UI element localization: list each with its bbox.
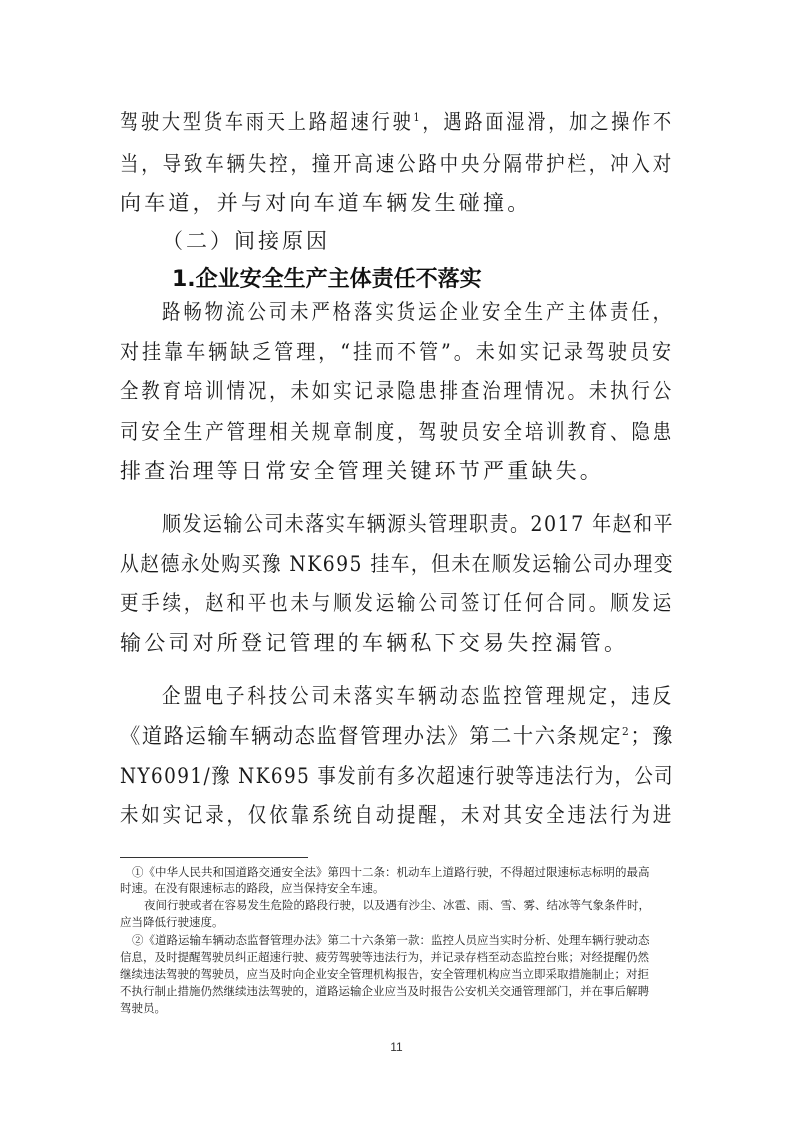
page-number: 11	[390, 1040, 403, 1054]
footnote-line: 信息，及时提醒驾驶员纠正超速行驶、疲劳驾驶等违法行为，并记录存档至动态监控台账；对经提醒仍然	[120, 950, 649, 964]
body-text: 向车道，并与对向车道车辆发生碰撞。	[120, 191, 532, 215]
footnote-line: 继续违法驾驶的驾驶员，应当及时向企业安全管理机构报告，安全管理机构应当立即采取措施制止；对拒	[120, 967, 649, 981]
footnote-line: ②《道路运输车辆动态监督管理办法》第二十六条第一款：监控人员应当实时分析、处理车辆行驶动态	[132, 933, 650, 947]
body-text: ；豫	[630, 724, 675, 748]
body-text: 《道路运输车辆动态监督管理办法》第二十六条规定	[120, 724, 623, 748]
footnote-ref[interactable]: 2	[622, 725, 631, 738]
footnote-line: 驾驶员。	[120, 1001, 166, 1015]
subheading: 1.企业安全生产主体责任不落实	[172, 267, 482, 292]
document-page: 驾驶大型货车雨天上路超速行驶$^1$，遇路面湿滑，加之操作不 当，导致车辆失控，撞开高速公路中央分隔带护栏，冲入对 向车道，并与对向车道车辆发生碰撞。 （二）间接原因 1.企业安全生产主体责任不落实 路畅物流公司未严格落实货运企业安全生产主体责任， 对挂靠车辆缺乏管理，“挂而不管”。未如实记录驾驶员安 全教育培训情况，未如实记录隐患排查治理情况。未执行公 司安全生产管理相关规章制度，驾驶员安全培训教育、隐患 排查治理等日常安全管理关键环节严重缺失。 顺发运输公司未落实车辆源头管理职责。2017 年赵和平 从赵德永处购买豫 NK695 挂车，但未在顺发运输公司办理变 更手续，赵和平也未与顺发运输公司签订任何合同。顺发运 输公司对所登记管理的车辆私下交易失控漏管。 企盟电子科技公司未落实车辆动态监控管理规定，违反 《道路运输车辆动态监督管理办法》第二十六条规定$^2$；豫 NY6091/豫 NK695 事发前有多次超速行驶等违法行为，公司 未如实记录，仅依靠系统自动提醒，未对其安全违法行为进 ①《中华人民共和国道路交通安全法》第四十二条：机动车上道路行驶，不得超过限速标志标明的最高 时速。在没有限速标志的路段，应当保持安全车速。 夜间行驶或者在容易发生危险的路段行驶，以及遇有沙尘、冰雹、雨、雪、雾、结冰等气象条件时， 应当降低行驶速度。 ②《道路运输车辆动态监督管理办法》第二十六条第一款：监控人员应当实时分析、处理车辆行驶动态 信息，及时提醒驾驶员纠正超速行驶、疲劳驾驶等违法行为，并记录存档至动态监控台账；对经提醒仍然 继续违法驾驶的驾驶员，应当及时向企业安全管理机构报告，安全管理机构应当立即采取措施制止；对拒 不执行制止措施仍然继续违法驾驶的，道路运输企业应当及时报告公安机关交通管理部门，并在事后解聘 驾驶员。 11	[0, 0, 793, 1122]
body-text: ，遇路面湿滑，加之操作不	[422, 110, 674, 134]
footnote-line: 不执行制止措施仍然继续违法驾驶的，道路运输企业应当及时报告公安机关交通管理部门，并在事后解聘	[120, 984, 649, 998]
body-text: 驾驶大型货车雨天上路超速行驶	[120, 110, 414, 134]
footnote-line: 应当降低行驶速度。	[120, 915, 224, 929]
footnote-line: 夜间行驶或者在容易发生危险的路段行驶，以及遇有沙尘、冰雹、雨、雪、雾、结冰等气象条件时，	[144, 898, 650, 912]
footnote-divider	[120, 857, 308, 858]
footnote-line: 时速。在没有限速标志的路段，应当保持安全车速。	[120, 881, 385, 895]
body-text: 当，导致车辆失控，撞开高速公路中央分隔带护栏，冲入对	[120, 152, 675, 176]
footnote-ref[interactable]: 1	[413, 111, 423, 124]
footnote-line: ①《中华人民共和国道路交通安全法》第四十二条：机动车上道路行驶，不得超过限速标志标明的最高	[132, 865, 650, 879]
